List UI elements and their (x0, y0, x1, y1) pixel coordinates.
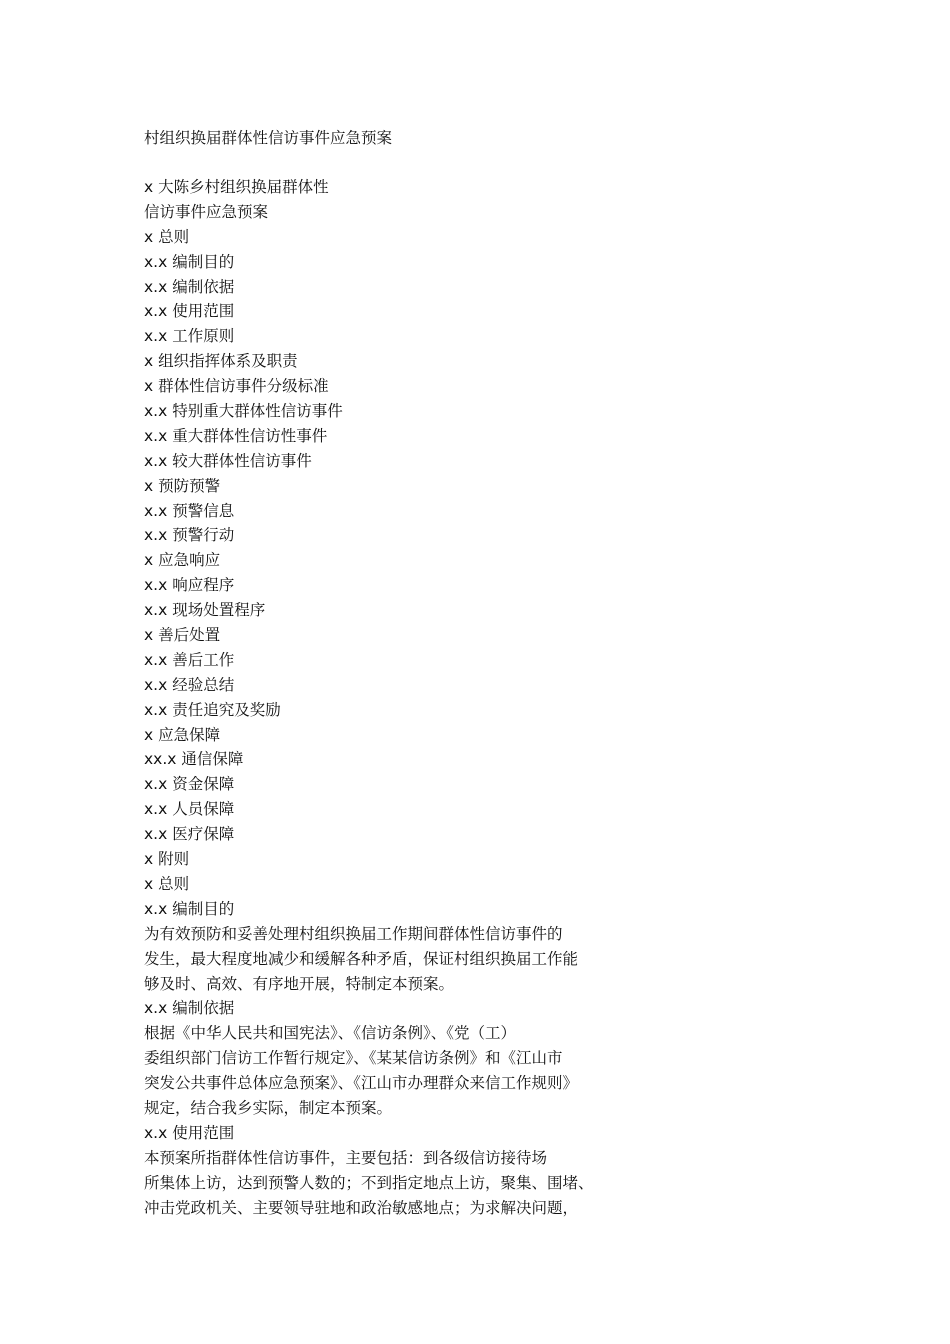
document-title: 村组织换届群体性信访事件应急预案 (144, 129, 393, 147)
document-line: x 应急保障 (144, 725, 221, 744)
document-line: 根据《中华人民共和国宪法》、《信访条例》、《党（工） (144, 1024, 517, 1043)
document-line: 规定，结合我乡实际，制定本预案。 (144, 1098, 393, 1117)
document-line: x.x 响应程序 (144, 576, 235, 595)
document-line: x.x 现场处置程序 (144, 601, 266, 620)
document-line: x.x 较大群体性信访事件 (144, 451, 312, 470)
document-line: x.x 人员保障 (144, 800, 235, 819)
document-line: 突发公共事件总体应急预案》、《江山市办理群众来信工作规则》 (144, 1074, 579, 1093)
document-line: xx.x 通信保障 (144, 750, 244, 769)
document-body (144, 175, 644, 1220)
document-line: x 群体性信访事件分级标准 (144, 377, 329, 396)
document-line: x.x 预警行动 (144, 526, 235, 545)
document-line: x.x 预警信息 (144, 501, 235, 520)
document-line: x.x 经验总结 (144, 675, 235, 694)
document-line: x.x 编制目的 (144, 252, 235, 271)
document-line: 本预案所指群体性信访事件，主要包括：到各级信访接待场 (144, 1148, 548, 1167)
document-line: x.x 责任追究及奖励 (144, 700, 281, 719)
document-line: x 善后处置 (144, 626, 221, 645)
document-line: x 组织指挥体系及职责 (144, 352, 298, 371)
document-line: x.x 使用范围 (144, 302, 235, 321)
document-line: x 附则 (144, 850, 190, 869)
document-line: x.x 医疗保障 (144, 825, 235, 844)
document-line: 委组织部门信访工作暂行规定》、《某某信访条例》和《江山市 (144, 1049, 563, 1068)
document-line: 冲击党政机关、主要领导驻地和政治敏感地点；为求解决问题， (144, 1198, 579, 1217)
document-line: x.x 编制目的 (144, 899, 235, 918)
document-line: x.x 编制依据 (144, 277, 235, 296)
document-line: 所集体上访，达到预警人数的；不到指定地点上访，聚集、围堵、 (144, 1173, 594, 1192)
document-line: x 应急响应 (144, 551, 221, 570)
document-line: x.x 使用范围 (144, 1123, 235, 1142)
document-line: x.x 编制依据 (144, 999, 235, 1018)
document-line: x 总则 (144, 227, 190, 246)
document-line: 够及时、高效、有序地开展，特制定本预案。 (144, 974, 455, 993)
document-line: x.x 特别重大群体性信访事件 (144, 402, 343, 421)
document-line: x 总则 (144, 874, 190, 893)
document-line: x 大陈乡村组织换届群体性 (144, 178, 329, 196)
document-line: x 预防预警 (144, 476, 221, 495)
document-line: x.x 善后工作 (144, 650, 235, 669)
document-line: x.x 资金保障 (144, 775, 235, 794)
document-line: 发生，最大程度地减少和缓解各种矛盾，保证村组织换届工作能 (144, 949, 579, 968)
document-line: 信访事件应急预案 (144, 202, 269, 221)
document-line: x.x 重大群体性信访性事件 (144, 426, 328, 445)
document-line: 为有效预防和妥善处理村组织换届工作期间群体性信访事件的 (144, 924, 563, 943)
document-line: x.x 工作原则 (144, 327, 235, 346)
